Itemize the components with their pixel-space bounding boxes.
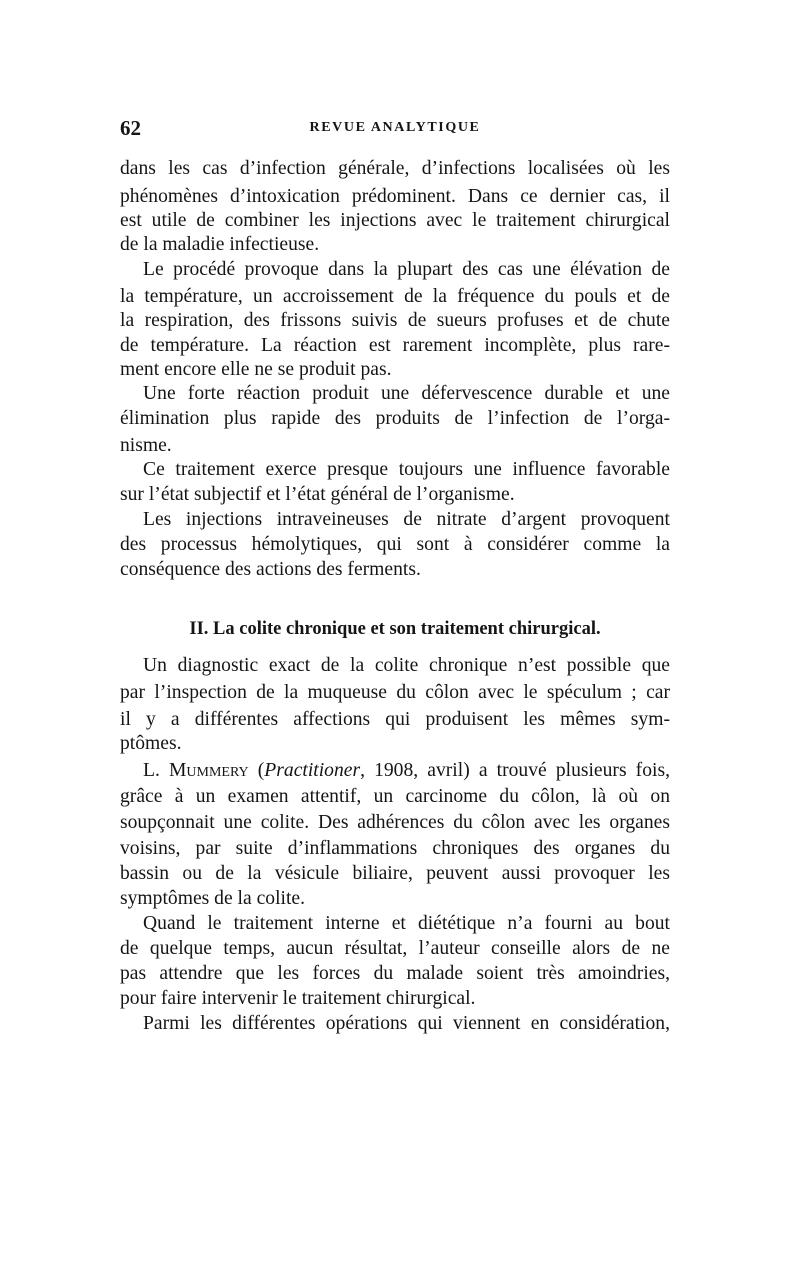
- text-line: de la maladie infectieuse.: [120, 234, 320, 255]
- text-line: il y a différentes affections qui produisent les mêmes sym-: [120, 709, 670, 730]
- text-line: la température, un accroissement de la fréquence du pouls et de: [120, 286, 670, 307]
- text-line: de quelque temps, aucun résultat, l’auteur conseille alors de ne: [120, 938, 670, 959]
- text-line: ment encore elle ne se produit pas.: [120, 359, 392, 380]
- text-line: pas attendre que les forces du malade soient très amoindries,: [120, 963, 670, 984]
- text-line: Les injections intraveineuses de nitrate d’argent provoquent: [143, 509, 670, 530]
- text-line: est utile de combiner les injections avec le traitement chirurgical: [120, 210, 670, 231]
- section-heading: II. La colite chronique et son traitement chirurgical.: [189, 619, 601, 639]
- text-line: Quand le traitement interne et diététique n’a fourni au bout: [143, 913, 670, 934]
- text-line: soupçonnait une colite. Des adhérences du côlon avec les organes: [120, 812, 670, 833]
- page-header: [120, 116, 670, 140]
- text-line: Une forte réaction produit une défervescence durable et une: [143, 383, 670, 404]
- text-line: de température. La réaction est rarement incomplète, plus rare-: [120, 335, 670, 356]
- text-line: nisme.: [120, 435, 172, 456]
- text-line: voisins, par suite d’inflammations chroniques des organes du: [120, 838, 670, 859]
- text-line: Le procédé provoque dans la plupart des cas une élévation de: [143, 259, 670, 280]
- text-line: Un diagnostic exact de la colite chronique n’est possible que: [143, 655, 670, 676]
- text-line: Parmi les différentes opérations qui viennent en considération,: [143, 1013, 670, 1034]
- text-line: grâce à un examen attentif, un carcinome du côlon, là où on: [120, 786, 670, 807]
- text-line: bassin ou de la vésicule biliaire, peuvent aussi provoquer les: [120, 863, 670, 884]
- author-initial: L.: [143, 760, 169, 781]
- page-number: 62: [120, 116, 141, 140]
- citation-open: (: [248, 760, 265, 781]
- text-line: conséquence des actions des ferments.: [120, 559, 421, 580]
- text-line: par l’inspection de la muqueuse du côlon avec le spéculum ; car: [120, 682, 670, 703]
- running-title: REVUE ANALYTIQUE: [309, 120, 481, 135]
- text-line: sur l’état subjectif et l’état général de l’organisme.: [120, 484, 515, 505]
- text-line: phénomènes d’intoxication prédominent. Dans ce dernier cas, il: [120, 186, 670, 207]
- text-line: la respiration, des frissons suivis de sueurs profuses et de chute: [120, 310, 670, 331]
- text-line-mummery: [143, 757, 670, 785]
- text-line: pour faire intervenir le traitement chirurgical.: [120, 988, 476, 1009]
- citation-rest: , 1908, avril) a trouvé plusieurs fois,: [360, 760, 670, 781]
- journal-title: Practitioner: [264, 760, 361, 781]
- text-line: ptômes.: [120, 733, 182, 754]
- text-line: dans les cas d’infection générale, d’infections localisées où les: [120, 158, 670, 179]
- text-line: des processus hémolytiques, qui sont à considérer comme la: [120, 534, 670, 555]
- text-line: Ce traitement exerce presque toujours une influence favorable: [143, 459, 670, 480]
- text-line: élimination plus rapide des produits de l’infection de l’orga-: [120, 408, 670, 429]
- author-name: Mummery: [168, 760, 249, 781]
- text-line: symptômes de la colite.: [120, 888, 306, 909]
